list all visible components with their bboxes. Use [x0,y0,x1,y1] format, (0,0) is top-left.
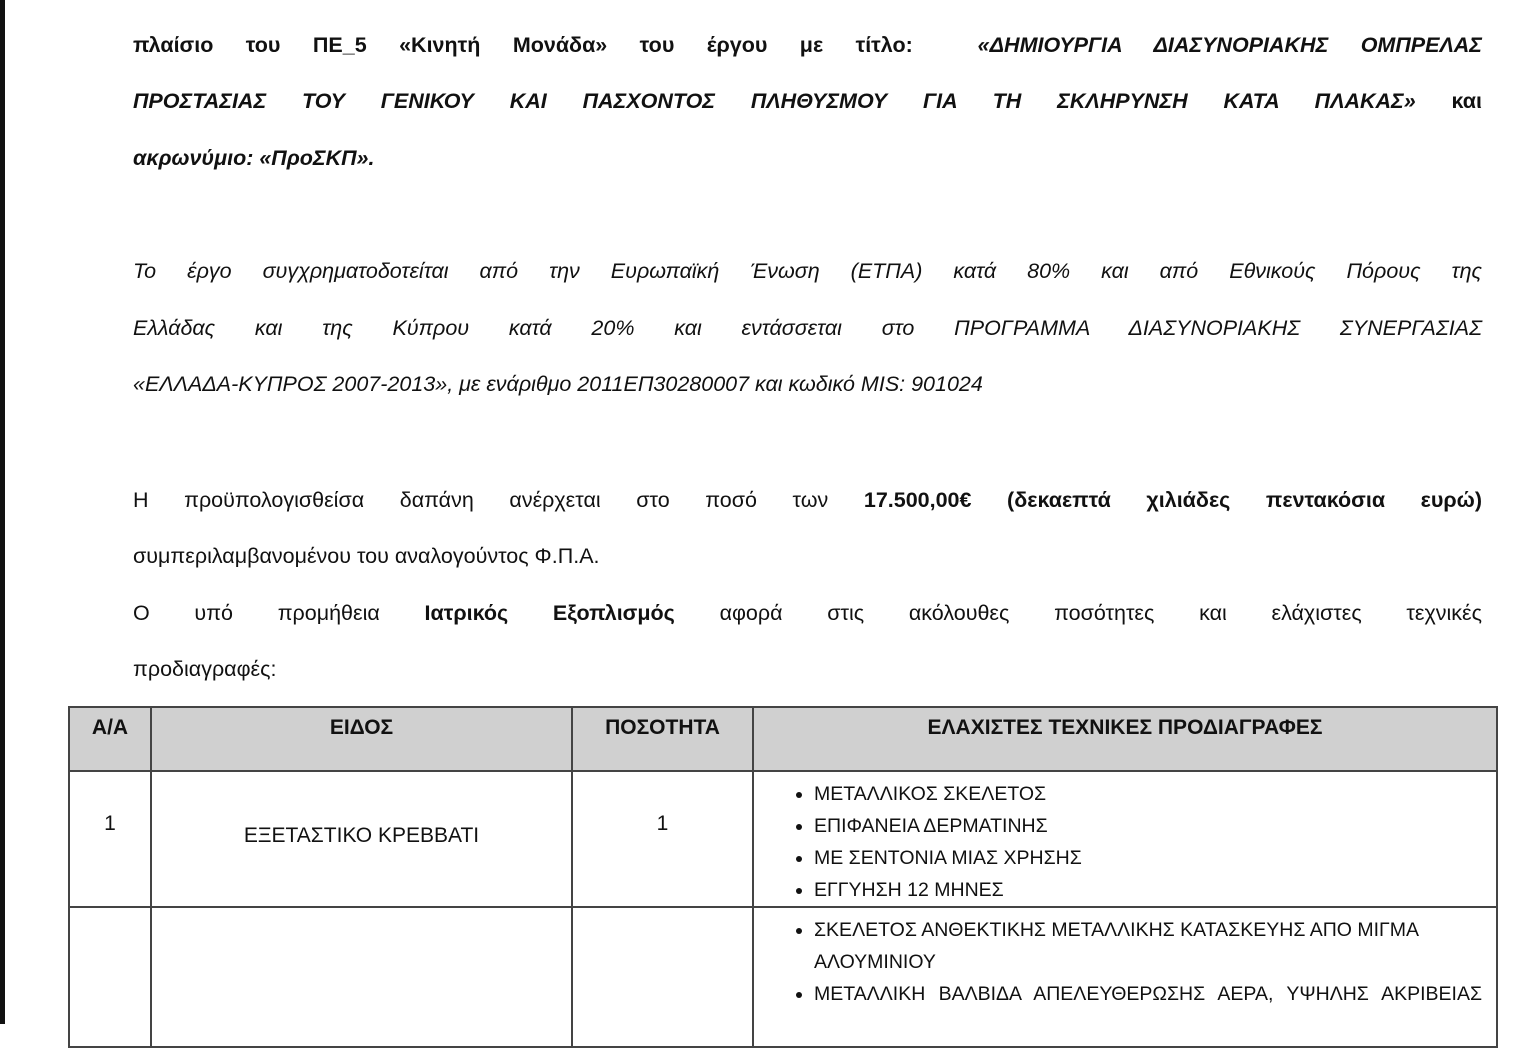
list-item: • ΕΓΓΥΗΣΗ 12 ΜΗΝΕΣ [814,874,1496,906]
project-title-line-1 [133,30,1482,60]
list-item: • ΣΚΕΛΕΤΟΣ ΑΝΘΕΚΤΙΚΗΣ ΜΕΤΑΛΛΙΚΗΣ ΚΑΤΑΣΚΕΥΗΣ ΑΠΟ ΜΙΓΜΑ ΑΛΟΥΜΙΝΙΟΥ [814,914,1482,978]
cell-aa [69,907,151,1047]
list-item: • ΕΠΙΦΑΝΕΙΑ ΔΕΡΜΑΤΙΝΗΣ [814,810,1496,842]
table-row [69,907,1497,1047]
cell-item: ΕΞΕΤΑΣΤΙΚΟ ΚΡΕΒΒΑΤΙ [151,771,572,907]
project-context-text: πλαίσιο του ΠΕ_5 «Κινητή Μονάδα» του έργου με τίτλο: [133,33,913,57]
budget-text: Η προϋπολογισθείσα δαπάνη ανέρχεται στο ποσό των [133,488,829,512]
conjunction-text: και [1451,89,1482,113]
funding-line-2: Ελλάδας και της Κύπρου κατά 20% και εντάσσεται στο ΠΡΟΓΡΑΜΜΑ ΔΙΑΣΥΝΟΡΙΑΚΗΣ ΣΥΝΕΡΓΑΣΙΑΣ [133,316,1482,340]
project-acronym: ακρωνύμιο: «ΠροΣΚΠ». [133,146,375,170]
cell-specs [753,907,1497,1047]
spec-list [754,914,1496,1010]
funding-line-1: Το έργο συγχρηματοδοτείται από την Ευρωπαϊκή Ένωση (ΕΤΠΑ) κατά 80% και από Εθνικούς Πόρους της [133,259,1482,283]
specifications-table [68,706,1498,1048]
budget-line-1 [133,485,1482,515]
table-row [69,771,1497,907]
budget-amount: 17.500,00€ (δεκαεπτά χιλιάδες πεντακόσια ευρώ) [863,488,1482,512]
equipment-name: Ιατρικός Εξοπλισμός [424,601,675,625]
equipment-line-1 [133,598,1482,628]
cell-quantity [572,907,753,1047]
equipment-text: Ο υπό προμήθεια [133,601,380,625]
equipment-text: αφορά στις ακόλουθες ποσότητες και ελάχιστες τεχνικές [719,601,1482,625]
page-edge [0,0,5,1024]
budget-line-2: συμπεριλαμβανομένου του αναλογούντος Φ.Π.Α. [133,544,600,568]
cell-aa: 1 [69,771,151,907]
equipment-line-2: προδιαγραφές: [133,657,277,681]
cell-specs [753,771,1497,907]
header-quantity: ΠΟΣΟΤΗΤΑ [572,707,753,771]
header-item: ΕΙΔΟΣ [151,707,572,771]
cell-quantity: 1 [572,771,753,907]
project-title-text: «ΔΗΜΙΟΥΡΓΙΑ ΔΙΑΣΥΝΟΡΙΑΚΗΣ ΟΜΠΡΕΛΑΣ [977,33,1483,57]
funding-line-3: «ΕΛΛΑΔΑ-ΚΥΠΡΟΣ 2007-2013», με ενάριθμο 2011ΕΠ30280007 και κωδικό MIS: 901024 [133,372,983,396]
table-header-row [69,707,1497,771]
list-item: • ΜΕΤΑΛΛΙΚΗ ΒΑΛΒΙΔΑ ΑΠΕΛΕΥΘΕΡΩΣΗΣ ΑΕΡΑ, ΥΨΗΛΗΣ ΑΚΡΙΒΕΙΑΣ [814,978,1482,1010]
list-item: • ΜΕΤΑΛΛΙΚΟΣ ΣΚΕΛΕΤΟΣ [814,778,1496,810]
cell-item [151,907,572,1047]
list-item: • ΜΕ ΣΕΝΤΟΝΙΑ ΜΙΑΣ ΧΡΗΣΗΣ [814,842,1496,874]
header-aa: Α/Α [69,707,151,771]
project-title-text: ΠΡΟΣΤΑΣΙΑΣ ΤΟΥ ΓΕΝΙΚΟΥ ΚΑΙ ΠΑΣΧΟΝΤΟΣ ΠΛΗΘΥΣΜΟΥ ΓΙΑ ΤΗ ΣΚΛΗΡΥΝΣΗ ΚΑΤΑ ΠΛΑΚΑΣ» [133,89,1416,113]
project-title-line-2 [133,86,1482,116]
header-specs: ΕΛΑΧΙΣΤΕΣ ΤΕΧΝΙΚΕΣ ΠΡΟΔΙΑΓΡΑΦΕΣ [753,707,1497,771]
spec-list [754,778,1496,906]
